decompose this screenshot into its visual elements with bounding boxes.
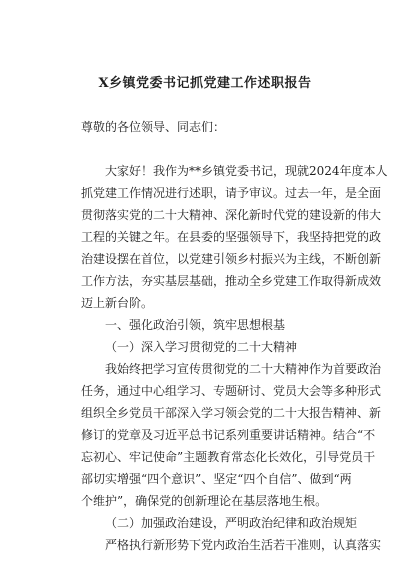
paragraph-line: 治建设摆在首位，以党建引领乡村振兴为主线，不断创新 [81,252,382,266]
greeting [81,116,345,138]
paragraph-line: 忘初心、牢记使命”主题教育常态化长效化，引导党员干 [81,450,376,464]
paragraph-line: 修订的党章及习近平总书记系列重要讲话精神。结合“不 [81,428,376,442]
paragraph-line: 迈上新台阶。 [81,296,154,310]
paragraph-line: 组织全乡党员干部深入学习领会党的二十大报告精神、新 [81,406,382,420]
subsection-heading-text: （二）加强政治建设，严明政治纪律和政治规矩 [105,516,358,530]
paragraph-line: 任务，通过中心组学习、专题研讨、党员大会等多种形式 [81,384,382,398]
paragraph-study [81,358,382,512]
paragraph-discipline [81,534,382,556]
paragraph-intro [81,160,388,314]
paragraph-line: 大家好！我作为**乡镇党委书记，现就2024年度本人 [105,164,388,178]
subsection-heading-text: （一）深入学习贯彻党的二十大精神 [105,340,298,354]
paragraph-line: 我始终把学习宣传贯彻党的二十大精神作为首要政治 [105,362,382,376]
greeting-line: 尊敬的各位领导、同志们： [81,120,226,134]
paragraph-line: 抓党建工作情况进行述职，请予审议。过去一年，是全面 [81,186,382,200]
paragraph-line: 个维护”，确保党的创新理论在基层落地生根。 [81,494,328,508]
paragraph-line: 部切实增强“四个意识”、坚定“四个自信”、做到“两 [81,472,352,486]
paragraph-line: 工作方法，夯实基层基础，推动全乡党建工作取得新成效 [81,274,382,288]
section-heading-text: 一、强化政治引领，筑牢思想根基 [105,318,286,332]
section-heading-1 [81,314,345,336]
page-title: X乡镇党委书记抓党建工作述职报告 [98,76,312,91]
paragraph-line: 贯彻落实党的二十大精神、深化新时代党的建设新的伟大 [81,208,382,222]
paragraph-line: 工程的关键之年。在县委的坚强领导下，我坚持把党的政 [81,230,382,244]
paragraph-line: 严格执行新形势下党内政治生活若干准则，认真落实 [105,538,382,552]
subsection-heading-1 [81,336,345,358]
subsection-heading-2 [81,512,358,534]
